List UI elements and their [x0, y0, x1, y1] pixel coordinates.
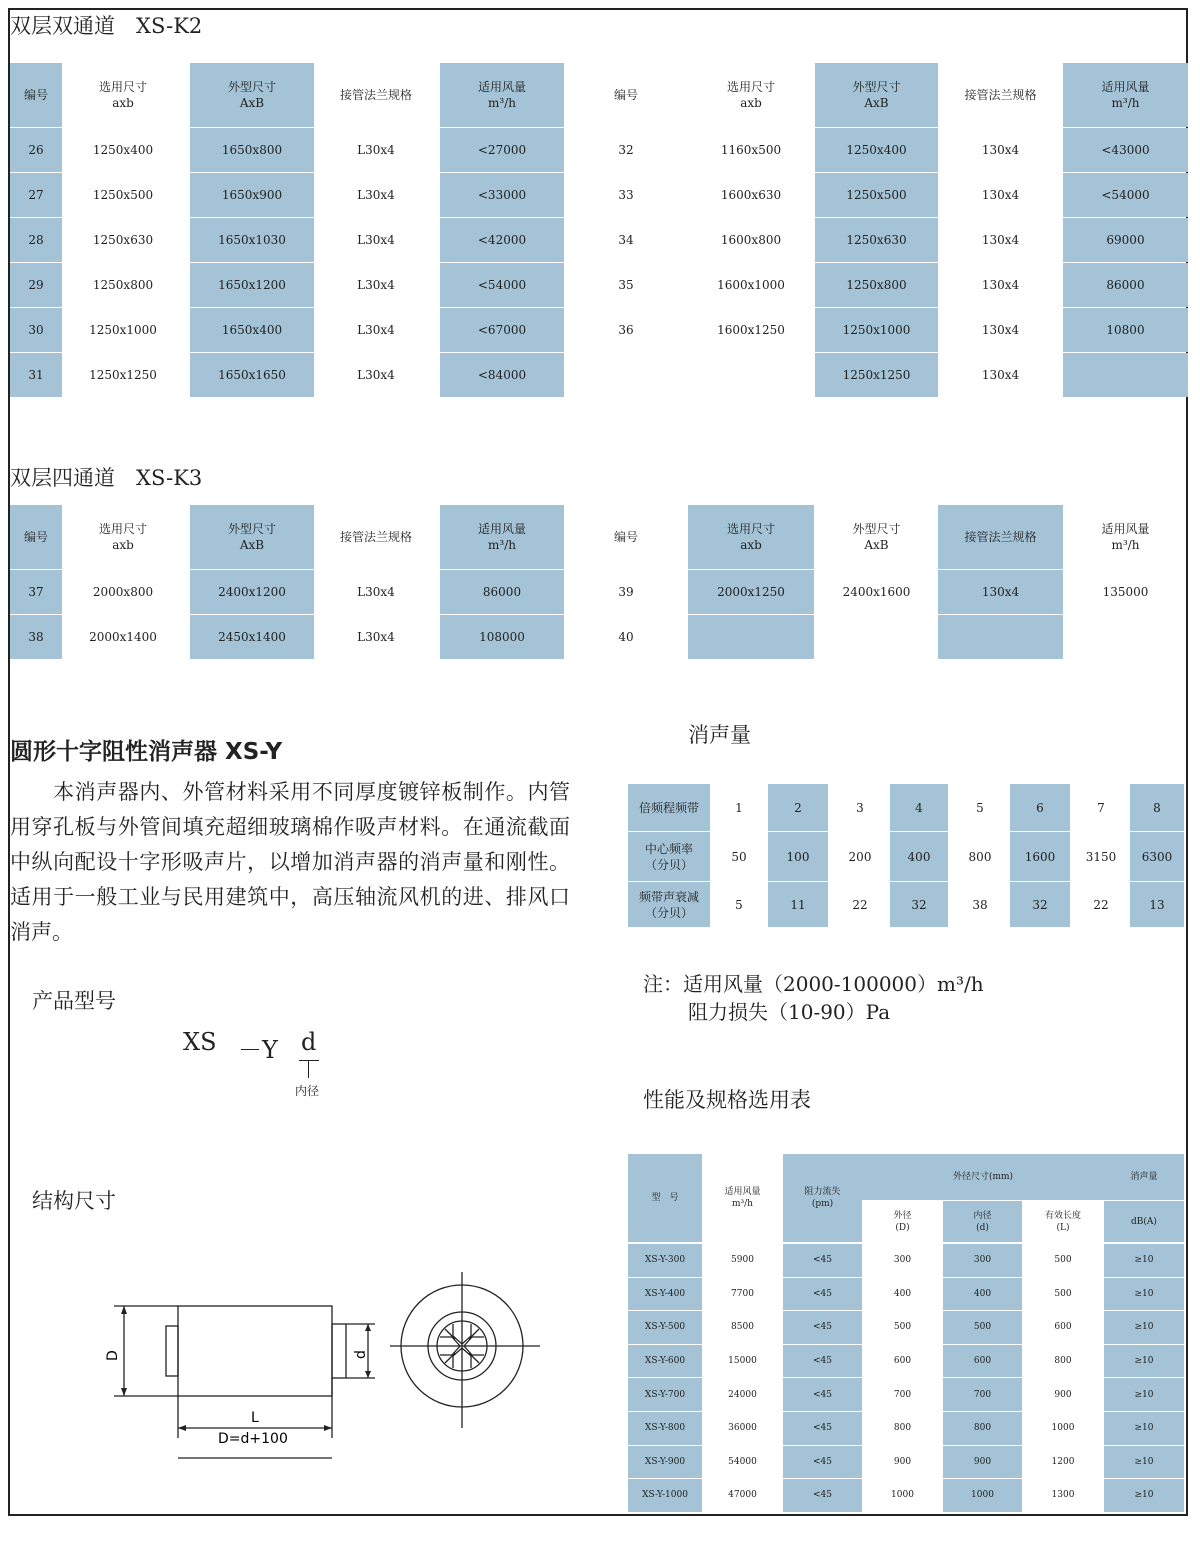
table-cell: 130x4: [938, 570, 1063, 614]
attenuation-title: 消声量: [688, 723, 751, 747]
perf-cell: 500: [943, 1311, 1022, 1344]
perf-cell: 500: [1054, 1288, 1072, 1299]
perf-cell: 1000: [1051, 1423, 1075, 1434]
table-cell: <54000: [1063, 173, 1188, 217]
perf-cell: 400: [943, 1278, 1022, 1311]
perf-header-resistance: 阻力流失 (pm): [783, 1154, 862, 1242]
model-label: 产品型号: [32, 989, 116, 1013]
table-cell: 29: [10, 263, 62, 307]
table-cell: 2400x1600: [842, 585, 911, 599]
perf-cell: 54000: [728, 1456, 757, 1467]
table-cell: 1250x800: [815, 263, 938, 307]
perf-cell: ≥10: [1104, 1278, 1184, 1311]
perf-cell: 600: [943, 1345, 1022, 1378]
header-cell: 适用风量 m³/h: [1101, 522, 1150, 552]
attenuation-cell: 8: [1130, 784, 1184, 831]
perf-cell: 800: [943, 1412, 1022, 1445]
table-cell: 35: [618, 278, 634, 292]
perf-cell: ≥10: [1104, 1244, 1184, 1277]
perf-header-length: 有效长度 (L): [1044, 1210, 1081, 1233]
perf-cell: 700: [893, 1389, 912, 1400]
table-cell: 108000: [440, 615, 564, 659]
table-cell: 26: [10, 128, 62, 172]
table-cell: 1250x400: [815, 128, 938, 172]
perf-cell: 15000: [728, 1356, 757, 1367]
perf-cell: 800: [1054, 1356, 1072, 1367]
table-cell: 36: [618, 323, 634, 337]
perf-cell: XS-Y-1000: [628, 1479, 702, 1512]
model-part-d: d: [301, 1028, 317, 1056]
header-cell: 编号: [10, 63, 62, 127]
table-cell: 1160x500: [720, 143, 782, 157]
header-cell: 选用尺寸 axb: [726, 80, 775, 110]
header-cell: 接管法兰规格: [938, 505, 1063, 569]
table-cell: 1250x630: [815, 218, 938, 262]
header-cell: 适用风量 m³/h: [440, 505, 564, 569]
model-note: 内径: [295, 1084, 320, 1098]
attenuation-cell: 5: [735, 897, 743, 912]
perf-cell: XS-Y-300: [628, 1244, 702, 1277]
attenuation-cell: 38: [972, 897, 988, 912]
attenuation-cell: 4: [890, 784, 948, 831]
header-cell: 编号: [613, 530, 638, 544]
perf-cell: 24000: [728, 1389, 757, 1400]
perf-cell: <45: [783, 1412, 862, 1445]
table-cell: 28: [10, 218, 62, 262]
perf-cell: <45: [783, 1479, 862, 1512]
attenuation-row-label: 倍频程频带: [628, 784, 710, 831]
table-cell: 130x4: [981, 188, 1020, 202]
perf-header-airflow: 适用风量 m³/h: [724, 1187, 761, 1209]
note-line2: 阻力损失（10-90）Pa: [688, 1000, 891, 1024]
table-cell: 10800: [1063, 308, 1188, 352]
perf-cell: 500: [1054, 1255, 1072, 1266]
perf-cell: 300: [893, 1255, 912, 1266]
attenuation-cell: 6: [1010, 784, 1070, 831]
table-cell: [938, 615, 1063, 659]
table-cell: L30x4: [357, 630, 395, 644]
perf-cell: XS-Y-500: [628, 1311, 702, 1344]
model-tick: [299, 1060, 319, 1061]
header-cell: 接管法兰规格: [339, 88, 412, 102]
table-cell: 1600x1250: [717, 323, 785, 337]
table-cell: 40: [618, 630, 634, 644]
table-cell: 1250x500: [92, 188, 154, 202]
header-cell: 适用风量 m³/h: [1063, 63, 1188, 127]
table-cell: 31: [10, 353, 62, 397]
table-cell: 1600x630: [720, 188, 782, 202]
attenuation-cell: 6300: [1130, 832, 1184, 881]
table-cell: 1650x900: [190, 173, 314, 217]
header-cell: 编号: [10, 505, 62, 569]
perf-cell: <45: [783, 1446, 862, 1479]
attenuation-cell: 1: [735, 800, 743, 815]
attenuation-cell: 400: [890, 832, 948, 881]
perf-cell: <45: [783, 1311, 862, 1344]
table-cell: 1650x800: [190, 128, 314, 172]
perf-cell: XS-Y-900: [628, 1446, 702, 1479]
attenuation-cell: 22: [852, 897, 868, 912]
attenuation-cell: 3: [856, 800, 864, 815]
table-cell: 1600x1000: [717, 278, 785, 292]
attenuation-cell: 11: [768, 882, 828, 927]
table-cell: <84000: [440, 353, 564, 397]
body-outline: [178, 1306, 332, 1396]
header-cell: 外型尺寸 AxB: [815, 63, 938, 127]
perf-header-inner-d: 内径 (d): [943, 1201, 1022, 1242]
table-cell: L30x4: [357, 188, 395, 202]
right-flange: [332, 1324, 346, 1378]
table-cell: 1250x1000: [815, 308, 938, 352]
table-cell: [688, 615, 814, 659]
attenuation-cell: 32: [890, 882, 948, 927]
perf-header-outer-d: 外径 (D): [893, 1210, 912, 1233]
attenuation-cell: 5: [976, 800, 984, 815]
perf-cell: 900: [943, 1446, 1022, 1479]
perf-cell: ≥10: [1104, 1479, 1184, 1512]
perf-cell: 47000: [728, 1490, 757, 1501]
table-cell: 38: [10, 615, 62, 659]
perf-cell: ≥10: [1104, 1311, 1184, 1344]
attenuation-cell: 200: [848, 849, 872, 864]
left-flange: [166, 1326, 178, 1376]
table-cell: 130x4: [981, 368, 1020, 382]
table-cell: 1650x1200: [190, 263, 314, 307]
table-cell: 30: [10, 308, 62, 352]
table-cell: 1250x1250: [89, 368, 157, 382]
header-cell: 接管法兰规格: [339, 530, 412, 544]
table-cell: 86000: [1063, 263, 1188, 307]
perf-cell: 1000: [891, 1490, 914, 1501]
table-cell: 1250x1250: [815, 353, 938, 397]
table-cell: 2000x1250: [688, 570, 814, 614]
table-cell: <33000: [440, 173, 564, 217]
model-part-xs: XS: [183, 1028, 217, 1056]
table-cell: <43000: [1063, 128, 1188, 172]
perf-cell: 7700: [731, 1288, 754, 1299]
perf-cell: <45: [783, 1244, 862, 1277]
perf-header-outer-dims: 外径尺寸(mm): [862, 1154, 1104, 1200]
table-cell: 1600x800: [720, 233, 782, 247]
perf-cell: 500: [893, 1322, 912, 1333]
model-part-y: －Y: [238, 1036, 278, 1064]
attenuation-cell: 13: [1130, 882, 1184, 927]
table-cell: 2000x1400: [89, 630, 157, 644]
attenuation-cell: 1600: [1010, 832, 1070, 881]
table-cell: 1250x630: [92, 233, 154, 247]
header-cell: 外型尺寸 AxB: [190, 63, 314, 127]
perf-cell: 800: [893, 1423, 912, 1434]
table-cell: <27000: [440, 128, 564, 172]
table-cell: <42000: [440, 218, 564, 262]
attenuation-row-label: 中心频率 （分贝）: [628, 832, 710, 881]
table-cell: 130x4: [981, 143, 1020, 157]
header-cell: 适用风量 m³/h: [440, 63, 564, 127]
xsy-description: 本消声器内、外管材料采用不同厚度镀锌板制作。内管用穿孔板与外管间填充超细玻璃棉作吸声材料。在通流截面中纵向配设十字形吸声片，以增加消声器的消声量和刚性。适用于一般工业与民用建筑中，高压轴流风机的进、排风口消声。: [10, 780, 570, 944]
header-cell: 接管法兰规格: [964, 88, 1037, 102]
label-D: D: [105, 1350, 121, 1361]
perf-cell: XS-Y-700: [628, 1378, 702, 1411]
header-cell: 外型尺寸 AxB: [852, 522, 901, 552]
perf-cell: XS-Y-800: [628, 1412, 702, 1445]
perf-cell: 36000: [728, 1423, 757, 1434]
structure-drawing: [100, 1268, 560, 1478]
perf-cell: 600: [1054, 1322, 1072, 1333]
attenuation-cell: 100: [768, 832, 828, 881]
table-cell: [1063, 353, 1188, 397]
table-cell: 2000x800: [92, 585, 154, 599]
table-cell: 130x4: [981, 323, 1020, 337]
table-cell: 27: [10, 173, 62, 217]
header-cell: 外型尺寸 AxB: [190, 505, 314, 569]
model-tick-stem: [308, 1060, 309, 1078]
table-cell: L30x4: [357, 278, 395, 292]
table-cell: [815, 615, 938, 659]
attenuation-cell: 800: [968, 849, 992, 864]
table-cell: 1650x1030: [190, 218, 314, 262]
attenuation-cell: 22: [1093, 897, 1109, 912]
table-cell: 69000: [1063, 218, 1188, 262]
perf-cell: 8500: [731, 1322, 754, 1333]
table-cell: <54000: [440, 263, 564, 307]
attenuation-cell: 2: [768, 784, 828, 831]
table-cell: 2450x1400: [190, 615, 314, 659]
perf-cell: 400: [893, 1288, 912, 1299]
table-cell: 2400x1200: [190, 570, 314, 614]
label-formula: D=d+100: [218, 1431, 288, 1447]
perf-cell: 5900: [731, 1255, 754, 1266]
table-cell: 34: [618, 233, 634, 247]
table-cell: 1650x400: [190, 308, 314, 352]
attenuation-cell: 50: [731, 849, 747, 864]
note-line1: 注：适用风量（2000-100000）m³/h: [643, 972, 984, 996]
perf-header-noise-unit: dB(A): [1104, 1201, 1184, 1242]
header-cell: 选用尺寸 axb: [98, 80, 147, 110]
perf-cell: <45: [783, 1378, 862, 1411]
label-L: L: [251, 1410, 259, 1426]
k2-title: 双层双通道 XS-K2: [10, 14, 203, 38]
table-cell: 1250x400: [92, 143, 154, 157]
table-cell: [1063, 615, 1188, 659]
label-d: d: [353, 1350, 369, 1359]
perf-cell: XS-Y-600: [628, 1345, 702, 1378]
attenuation-cell: 32: [1010, 882, 1070, 927]
perf-cell: 900: [893, 1456, 912, 1467]
perf-cell: ≥10: [1104, 1345, 1184, 1378]
table-cell: L30x4: [357, 233, 395, 247]
perf-cell: <45: [783, 1278, 862, 1311]
table-cell: 1650x1650: [190, 353, 314, 397]
perf-cell: 900: [1054, 1389, 1072, 1400]
perf-title: 性能及规格选用表: [643, 1088, 811, 1112]
table-cell: 135000: [1102, 585, 1149, 599]
perf-cell: 1200: [1051, 1456, 1075, 1467]
table-cell: [688, 353, 814, 397]
perf-cell: XS-Y-400: [628, 1278, 702, 1311]
table-cell: 39: [618, 585, 634, 599]
table-cell: [564, 353, 688, 397]
header-cell: 选用尺寸 axb: [98, 522, 147, 552]
perf-cell: ≥10: [1104, 1412, 1184, 1445]
attenuation-row-label: 频带声衰减 （分贝）: [628, 882, 710, 927]
table-cell: 130x4: [981, 233, 1020, 247]
table-cell: L30x4: [357, 585, 395, 599]
structure-label: 结构尺寸: [32, 1189, 116, 1213]
table-cell: 33: [618, 188, 634, 202]
table-cell: L30x4: [357, 143, 395, 157]
perf-cell: 1300: [1051, 1490, 1075, 1501]
attenuation-cell: 3150: [1085, 849, 1117, 864]
table-cell: 32: [618, 143, 634, 157]
table-cell: 1250x800: [92, 278, 154, 292]
table-cell: 1250x500: [815, 173, 938, 217]
perf-cell: <45: [783, 1345, 862, 1378]
perf-cell: ≥10: [1104, 1446, 1184, 1479]
table-cell: L30x4: [357, 368, 395, 382]
xsy-title: 圆形十字阻性消声器 XS-Y: [10, 739, 283, 765]
perf-cell: 600: [893, 1356, 912, 1367]
table-cell: 37: [10, 570, 62, 614]
perf-cell: 700: [943, 1378, 1022, 1411]
table-cell: L30x4: [357, 323, 395, 337]
header-cell: 编号: [613, 88, 638, 102]
table-cell: <67000: [440, 308, 564, 352]
table-cell: 130x4: [981, 278, 1020, 292]
perf-header-noise: 消声量: [1104, 1154, 1184, 1200]
header-cell: 选用尺寸 axb: [688, 505, 814, 569]
perf-cell: 300: [943, 1244, 1022, 1277]
perf-header-model: 型 号: [628, 1154, 702, 1242]
k3-title: 双层四通道 XS-K3: [10, 466, 203, 490]
attenuation-cell: 7: [1097, 800, 1105, 815]
perf-cell: 1000: [943, 1479, 1022, 1512]
perf-cell: ≥10: [1104, 1378, 1184, 1411]
table-cell: 1250x1000: [89, 323, 157, 337]
table-cell: 86000: [440, 570, 564, 614]
